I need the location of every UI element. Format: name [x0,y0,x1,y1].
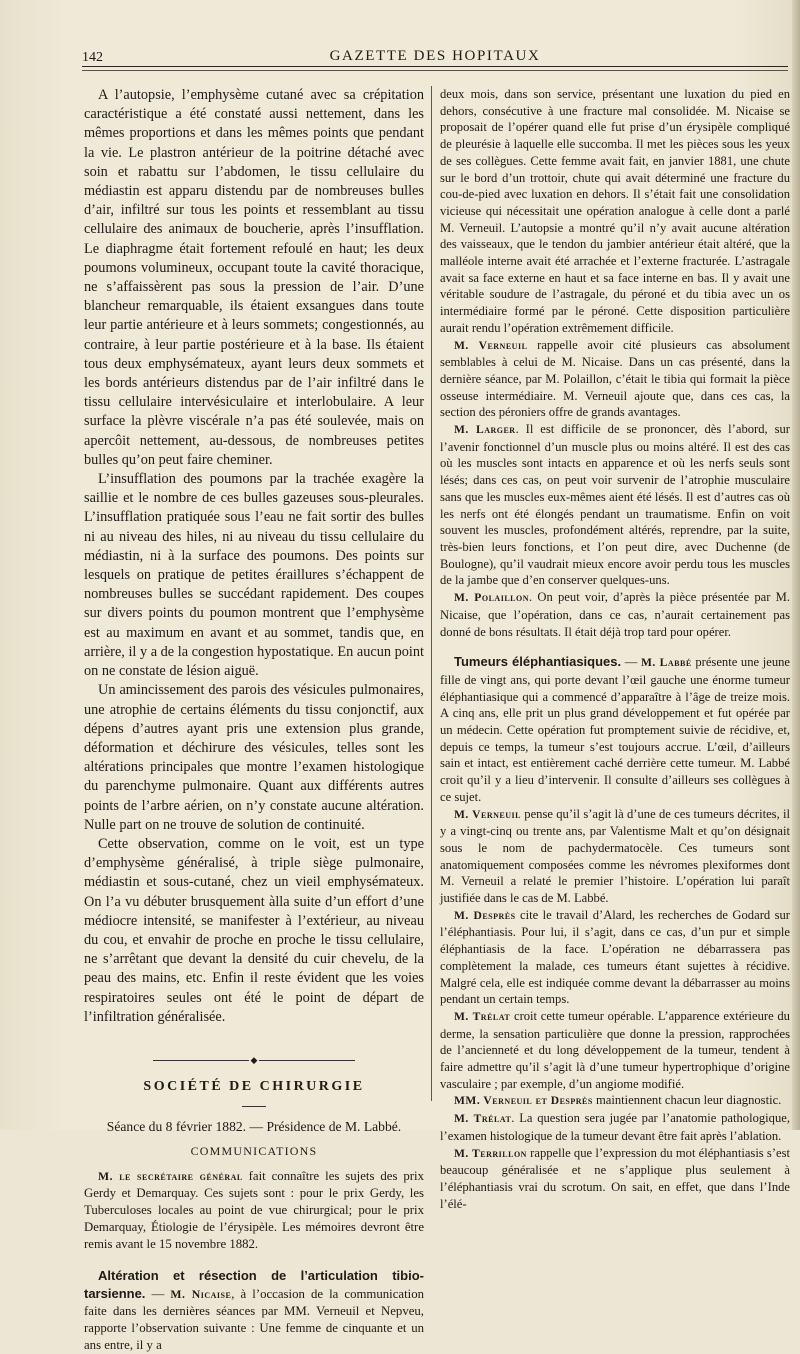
communications-heading: COMMUNICATIONS [190,1144,318,1159]
paragraph-conclusion: Cette observation, comme on le voit, est un type d’emphysème généralisé, à triple siège pulmonaire, médiastin et sous-cutané, chez un vieil emphysémateux. On l’a vu débuter brusquement àlla suite d’un effort d’une médiocre intensité, se manifester à l’extérieur, au niveau du cou, et envahir de proche en proche le tissu cellulaire, ne s’arrêtant que devant la densité du cuir chevelu, de la peau des mains, etc. Enfin il reste évident que les voies respiratoires seules ont été le point de départ de l’infiltration généralisée. [84,835,424,1025]
paragraph-autopsy: A l’autopsie, l’emphysème cutané avec sa crépitation caractéristique a été constaté aussi nettement, dans les mêmes proportions et dans les mêmes points que pendant la vie. Le plastron antérieur de la poitrine détaché avec soin et rabattu sur l’abdomen, le tissu cellulaire du médiastin est apparu distendu par de nombreuses bulles d’air, infiltré sur tous les points et ressemblant au tissu cellulaire des animaux de boucherie, après l’insufflation. Le diaphragme était fortement refoulé en haut; les deux poumons volumineux, occupant toute la cavité thoracique, ne s’affaissèrent pas sous la pression de l’air. D’une blancheur remarquable, ils étaient exsangues dans toute leur partie antérieure et à leurs sommets; congestionnés, au contraire, à leur partie postérieure et à la base. Ils étaient tous deux emphysémateux, ayant leurs deux sommets et les bords antérieurs distendus par de l’air infiltré dans le tissu cellulaire intervésiculaire et interlobulaire. A leur surface la plèvre viscérale n’a pas été soulevée, mais on apercôit nettement, au-dessous, de nombreuses petites bulles qu’on peut faire cheminer. [84,87,424,468]
page-header [82,44,788,67]
paragraph-histology: Un amincissement des parois des vésicules pulmonaires, une atrophie de certains éléments du tissu conjonctif, aux dépens d’autres ayant pris une extension plus grande, déformation et déchirure des vésicules, telles sont les altérations principales que montre l’examen histologique du parenchyme pulmonaire. Quant aux différents autres points de l’arbre aérien, on n’y constate aucune altération. Nulle part on ne trouve de solution de continuité. [84,682,424,833]
paragraph-insufflation: L’insufflation des poumons par la trachée exagère la saillie et le nombre de ces bulles gazeuses sous-pleurales. L’insufflation pratiquée sous l’eau ne fait sortir des bulles ni au niveau des hiles, ni au niveau du tissu cellulaire du médiastin, ni à la surface des poumons. Des points sur lesquels on pratique de petites éraillures s’échappent de nombreuses bulles se succédant rapidement. Des coupes sur divers points du poumon montrent que l’emphysème est au maximum en avant et au sommet, tandis que, en arrière, il y a de la congestion hypostatique. En aucun point on ne constate de lésion aiguë. [84,471,424,680]
right-column [440,86,790,1212]
header-rule [82,70,788,71]
paragraph-despres: M. Desprès cite le travail d’Alard, les recherches de Godard sur l’éléphantiasis. Pour lui, il s’agit, dans ce cas, d’un pur et simple éléphantiasis de la face. L’opération ne débarrassera pas complètement la malade, ces tumeurs étant sujettes à récidive. Malgré cela, elle est indiquée comme devant la débarrasser au moins pendant un certain temps. [440,907,790,1007]
paragraph-verneuil-2: M. Verneuil pense qu’il s’agit là d’une de ces tumeurs décrites, il y a vingt-cinq ou trente ans, par Valentisme Malt et qu’on désignait sous le nom de pachydermatocèle. Ces tumeurs sont anatomiquement composées comme les névromes plexiformes dont M. Verneuil a relaté le premier l’histoire. L’opération lui paraît justifiée dans le cas de M. Labbé. [440,806,791,906]
paragraph-verneuil: M. Verneuil rappelle avoir cité plusieurs cas absolument semblables à celui de M. Nicaise. Dans un cas présenté, dans la dernière séance, par M. Polaillon, c’était le tibia qui formait la pièce osseuse intermédiaire. M. Verneuil ajoute que, dans ces cas, la section des péroniers offre de grands avantages. [440,337,790,420]
paragraph-larger: M. Larger. Il est difficile de se prononcer, dès l’abord, sur l’avenir fonctionnel d’un muscle plus ou moins altéré. Il est des cas où les muscles sont intacts en apparence et où les nerfs seuls sont lésés; dans ces cas, on peut voir survenir de l’atrophie musculaire sans que les muscles eux-mêmes aient été lésés. Il est d’autres cas où les nerfs ont été élongés pendant un traumatisme. Enfin on voit souvent les muscles, profondément altérés, reprendre, par la suite, très-bien leurs fonctions, et l’on peut dire, avec Duchenne (de Boulogne), qu’il vaudrait mieux encore avoir perdu tous les muscles de la jambe que d’en conserver quelques-uns. [440,422,790,588]
paragraph-trelat-2: M. Trélat. La question sera jugée par l’anatomie pathologique, l’examen histologique de la tumeur devant être fait après l’ablation. [440,1111,790,1143]
topic-heading: Tumeurs éléphantiasiques. [454,654,622,670]
section-ornament: ◆ [84,1051,424,1061]
paragraph-case: deux mois, dans son service, présentant une luxation du pied en dehors, consécutive à une fracture mal consolidée. M. Nicaise se proposait de l’opérer quand elle fut prise d’un érysipèle compliqué de pleurésie à laquelle elle succomba. Il met les pièces sous les yeux de ses collègues. Cette femme avait fait, en janvier 1881, une chute sur le bord d’un trottoir, chute qui avait déterminé une fracture du cou-de-pied avec luxation en dehors. Il s’était fait une consolidation vicieuse qui nécessitait une opération analogue à celle dont a parlé M. Verneuil. L’autopsie a montré qu’il n’y avait aucune altération des vaisseaux, que le tendon du jambier antérieur était altéré, que la malléole interne avait été arrachée et l’externe fracturée. L’astragale avait sa face externe en haut et sa face interne en bas. Il y avait une véritable soudure de l’astragale, du péroné et du tibia avec un os intermédiaire formé par le péroné. Cette disposition particulière aurait rendu l’opération extrêmement difficile. [440,87,790,335]
speaker-name: M. Nicaise [170,1287,232,1301]
paragraph-verneuil-despres: MM. Verneuil et Desprès maintiennent chacun leur diagnostic. [454,1093,782,1108]
paragraph-elephantiasis: Tumeurs éléphantiasiques. — M. Labbé présente une jeune fille de vingt ans, qui porte devant l’œil gauche une énorme tumeur éléphantiasique qui a commencé d’apparaître à l’âge de treize mois. A cinq ans, elle prit un plus grand développement et fut opérée par un médecin. Cette opération fut promptement suivie de récidive, et, depuis ce temps, la tumeur s’est toujours accrue. L’œil, d’ailleurs sain et intact, est entièrement caché derrière cette tumeur. M. Labbé croit qu’il y a lieu d’intervenir. Il consulte d’ailleurs ses collègues à ce sujet. [440,654,791,804]
running-title: GAZETTE DES HOPITAUX [329,48,541,64]
title-rule [242,1106,266,1107]
section-title: SOCIÉTÉ DE CHIRURGIE [143,1078,365,1094]
paragraph-polaillon: M. Polaillon. On peut voir, d’après la pièce présentée par M. Nicaise, que l’opération, dans ce cas, n’aurait certainement pas donné de bons résultats. Il était déjà trop tard pour opérer. [440,590,790,639]
meeting-line: Séance du 8 février 1882. — Présidence de M. Labbé. [106,1119,402,1135]
paragraph-terrillon: M. Terrillon rappelle que l’expression du mot éléphantiasis s’est beaucoup généralisée et ne s’applique plus seulement à l’éléphantiasis vrai du scrotum. On sait, en effet, que dans l’Inde l’élé- [440,1145,791,1211]
column-divider [431,86,432,1101]
speaker-name: M. le secrétaire général [98,1169,243,1183]
paragraph-prizes: M. le secrétaire général fait connaître les sujets des prix Gerdy et Demarquay. Ces sujets sont : pour le prix Gerdy, les Tuberculoses locales au point de vue chirurgical; pour le prix Demarquay, Étiologie de l’érysipèle. Les mémoires devront être remis avant le 15 novembre 1882. [84,1168,424,1251]
page-number: 142 [82,50,103,65]
topic-heading: Altération et résection de l’articulation tibio-tarsienne. [84,1267,424,1301]
page-edge-shadow [792,0,800,1130]
left-column [84,86,424,1354]
paragraph-tibio-tarsal: Altération et résection de l’articulation tibio-tarsienne. — M. Nicaise, à l’occasion de la communication faite dans les dernières séances par MM. Verneuil et Nepveu, rapporte l’observation suivante : Une femme de cinquante et un ans entre, il y a [84,1267,424,1352]
paragraph-trelat: M. Trélat croit cette tumeur opérable. L’apparence extérieure du derme, la sensation particulière que donne la pression, rapprochées de l’ancienneté et du long développement de la tumeur, tendent à faire admettre qu’il s’agit là d’une tumeur hypertrophique d’origine vasculaire ; par exemple, d’un angiome modifié. [440,1008,790,1091]
